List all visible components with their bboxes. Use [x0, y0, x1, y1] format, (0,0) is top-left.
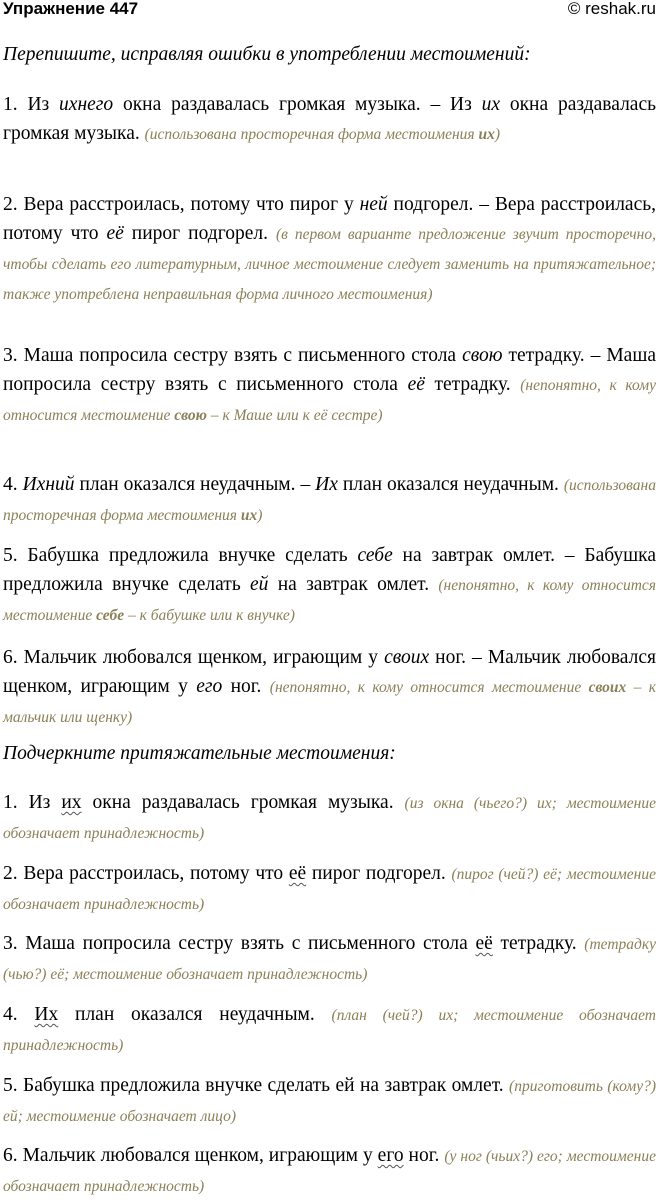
pronoun-correct: его: [196, 676, 223, 697]
task2-item-5: 5. Бабушка предложила внучке сделать ей на завтрак омлет. (приготовить (кому?) ей; местоимение обозначает лицо): [3, 1075, 656, 1125]
pronoun-wrong: ихнего: [59, 94, 114, 115]
pronoun-wrong: ней: [359, 194, 388, 215]
task2-item-1: 1. Из их окна раздавалась громкая музыка. (из окна (чьего?) их; местоимение обозначает принадлежность): [3, 792, 656, 842]
task1-item-1: 1. Из ихнего окна раздавалась громкая музыка. – Из их окна раздавалась громкая музыка. (использована просторечная форма местоимения их): [3, 94, 657, 144]
explanation-note: (приготовить (кому?) ей; местоимение обозначает лицо): [3, 1078, 656, 1125]
pronoun-correct: её: [407, 374, 425, 395]
explanation-note: (пирог (чей?) её; местоимение обозначает принадлежность): [3, 866, 656, 913]
explanation-note: (у ног (чьих?) его; местоимение обозначает принадлежность): [3, 1148, 656, 1195]
task1-item-2: 2. Вера расстроилась, потому что пирог у ней подгорел. – Вера расстроилась, потому что её пирог подгорел. (в первом варианте предложение звучит просторечно, чтобы сделать его литературным, личное местоимение следует заменить на притяжательное; также употреблена неправильная форма личного местоимения): [3, 194, 657, 303]
task1-item-3: 3. Маша попросила сестру взять с письменного стола свою тетрадку. – Маша попросила сестру взять с письменного стола её тетрадку. (непонятно, к кому относится местоимение свою – к Маше или к её сестре): [3, 345, 656, 424]
task2-item-4: 4. Их план оказался неудачным. (план (чей?) их; местоимение обозначает принадлежность): [3, 1004, 656, 1054]
explanation-note: (в первом варианте предложение звучит просторечно, чтобы сделать его литературным, личное местоимение следует заменить на притяжательное; также употреблена неправильная форма личного местоимения): [3, 226, 656, 303]
site-watermark: © reshak.ru: [567, 0, 656, 18]
task2-instruction: Подчеркните притяжательные местоимения:: [3, 743, 396, 764]
underlined-pronoun: их: [61, 792, 82, 813]
explanation-note: (тетрадку (чью?) её; местоимение обозначает принадлежность): [3, 936, 656, 983]
pronoun-wrong: своих: [384, 647, 430, 668]
pronoun-correct: её: [106, 223, 124, 244]
explanation-note: (непонятно, к кому относится местоимение своих – к мальчик или щенку): [3, 679, 657, 726]
exercise-title: Упражнение 447: [3, 0, 139, 18]
task1-item-4: 4. Ихний план оказался неудачным. – Их план оказался неудачным. (использована просторечная форма местоимения их): [3, 474, 656, 524]
page-header: [3, 0, 656, 22]
pronoun-correct: их: [481, 94, 501, 115]
task1-item-6: 6. Мальчик любовался щенком, играющим у своих ног. – Мальчик любовался щенком, играющим у его ног. (непонятно, к кому относится местоимение своих – к мальчик или щенку): [3, 647, 657, 726]
underlined-pronoun: его: [377, 1145, 404, 1166]
explanation-note: (план (чей?) их; местоимение обозначает принадлежность): [3, 1007, 656, 1054]
underlined-pronoun: её: [288, 863, 307, 884]
task1-item-5: 5. Бабушка предложила внучке сделать себе на завтрак омлет. – Бабушка предложила внучке сделать ей на завтрак омлет. (непонятно, к кому относится местоимение себе – к бабушке или к внучке): [3, 545, 656, 624]
explanation-note: (непонятно, к кому относится местоимение себе – к бабушке или к внучке): [3, 577, 656, 624]
pronoun-wrong: себе: [357, 545, 393, 566]
pronoun-wrong: Ихний: [22, 474, 75, 495]
explanation-note: (непонятно, к кому относится местоимение свою – к Маше или к её сестре): [3, 377, 656, 424]
task2-item-2: 2. Вера расстроилась, потому что её пирог подгорел. (пирог (чей?) её; местоимение обозначает принадлежность): [3, 863, 656, 913]
explanation-note: (использована просторечная форма местоимения их): [3, 477, 656, 524]
task2-item-3: 3. Маша попросила сестру взять с письменного стола её тетрадку. (тетрадку (чью?) её; местоимение обозначает принадлежность): [3, 933, 656, 983]
pronoun-wrong: свою: [462, 345, 503, 366]
underlined-pronoun: её: [475, 933, 493, 954]
explanation-note: (из окна (чьего?) их; местоимение обозначает принадлежность): [3, 795, 656, 842]
task1-instruction: Перепишите, исправляя ошибки в употреблении местоимений:: [3, 44, 531, 65]
pronoun-correct: Их: [315, 474, 338, 495]
underlined-pronoun: Их: [34, 1004, 59, 1025]
task2-item-6: 6. Мальчик любовался щенком, играющим у его ног. (у ног (чьих?) его; местоимение обозначает принадлежность): [3, 1145, 656, 1195]
pronoun-correct: ей: [250, 574, 269, 595]
explanation-note: (использована просторечная форма местоимения их): [144, 126, 501, 143]
